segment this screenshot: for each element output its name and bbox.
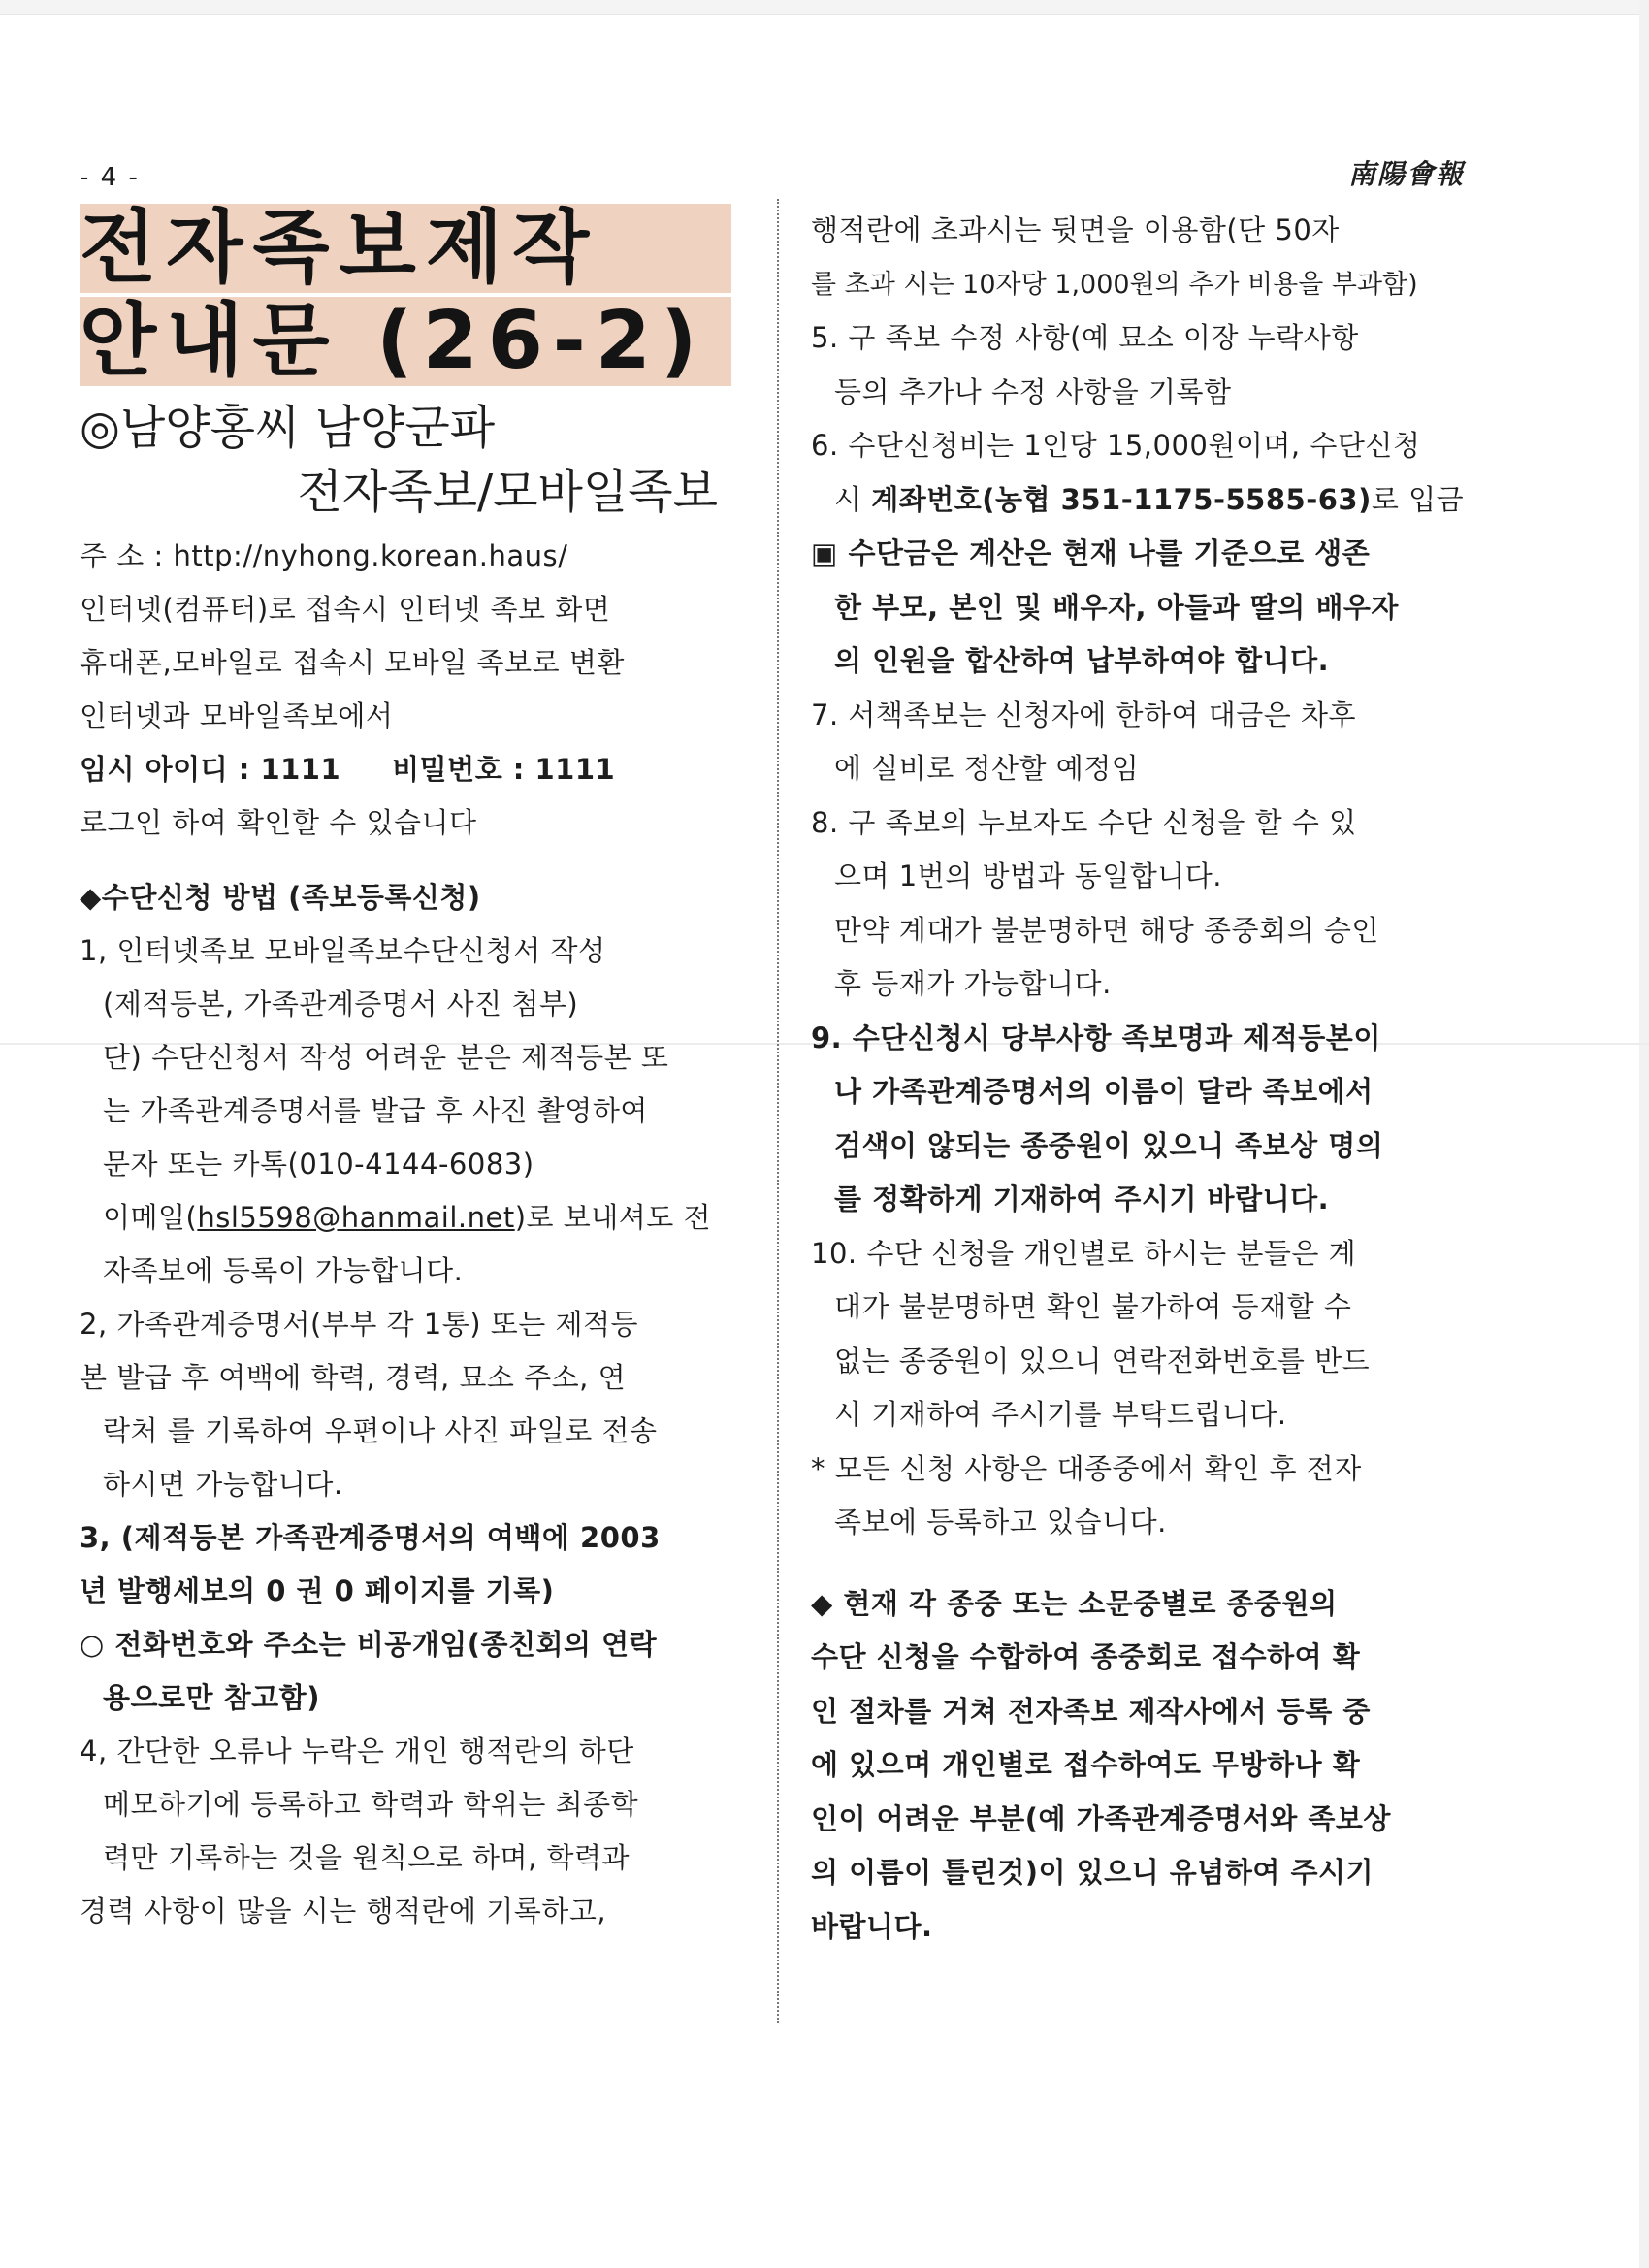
item-10-line: 10. 수단 신청을 개인별로 하시는 분들은 계 (811, 1236, 1357, 1270)
item-4-continued-line: 행적란에 초과시는 뒷면을 이용함(단 50자 (811, 213, 1340, 246)
phone-note-line: 용으로만 참고함) (103, 1681, 320, 1714)
closing-notice-line: 수단 신청을 수합하여 종중회로 접수하여 확 (811, 1640, 1361, 1673)
email-suffix: )로 보내셔도 전 (514, 1201, 712, 1234)
item-9-line: 검색이 않되는 종중원이 있으니 족보상 명의 (834, 1128, 1384, 1162)
method-heading: ◆수단신청 방법 (족보등록신청) (80, 881, 481, 914)
item-1-line: 는 가족관계증명서를 발급 후 사진 촬영하여 (103, 1094, 648, 1127)
item-10-line: 시 기재하여 주시기를 부탁드립니다. (834, 1398, 1287, 1431)
closing-notice-line: 의 이름이 틀린것)이 있으니 유념하여 주시기 (811, 1856, 1374, 1889)
login-credentials: 임시 아이디 : 1111 비밀번호 : 1111 (80, 753, 616, 786)
paper-edge-top (0, 0, 1649, 15)
item-1-line: 문자 또는 카톡(010-4144-6083) (103, 1148, 534, 1181)
star-note-line: * 모든 신청 사항은 대종중에서 확인 후 전자 (811, 1451, 1362, 1485)
star-note-line: 족보에 등록하고 있습니다. (834, 1506, 1167, 1539)
item-7-line: 7. 서책족보는 신청자에 한하여 대금은 차후 (811, 697, 1356, 731)
item-8-line: 만약 계대가 불분명하면 해당 종중회의 승인 (834, 913, 1379, 947)
address-line[interactable]: 주 소 : http://nyhong.korean.haus/ (80, 539, 568, 572)
item-3-line: 3, (제적등본 가족관계증명서의 여백에 2003 (80, 1521, 661, 1554)
email-prefix: 이메일( (103, 1201, 198, 1234)
item-8-line: 8. 구 족보의 누보자도 수단 신청을 할 수 있 (811, 805, 1357, 839)
subtitle-line-2: 전자족보/모바일족보 (297, 465, 718, 519)
bank-account: 계좌번호(농협 351-1175-5585-63) (871, 482, 1372, 516)
item-9-line: 9. 수단신청시 당부사항 족보명과 제적등본이 (811, 1021, 1381, 1054)
column-divider (777, 199, 779, 2023)
item-4-line: 력만 기록하는 것을 원칙으로 하며, 학력과 (103, 1841, 630, 1874)
bank-account-line (811, 473, 1471, 528)
item-9-line: 나 가족관계증명서의 이름이 달라 족보에서 (834, 1075, 1374, 1108)
login-note: 로그인 하여 확인할 수 있습니다 (80, 806, 477, 839)
item-9-line: 를 정확하게 기재하여 주시기 바랍니다. (834, 1183, 1330, 1215)
intro-line: 인터넷과 모바일족보에서 (80, 699, 394, 732)
item-1-line: (제적등본, 가족관계증명서 사진 첨부) (103, 988, 579, 1021)
item-6-suffix: 로 입금 (1371, 482, 1465, 516)
closing-notice-line: 에 있으며 개인별로 접수하여도 무방하나 확 (811, 1748, 1361, 1781)
item-8-line: 으며 1번의 방법과 동일합니다. (834, 859, 1222, 892)
closing-notice-line: 인이 어려운 부분(예 가족관계증명서와 족보상 (811, 1801, 1391, 1835)
item-2-line: 락처 를 기록하여 우편이나 사진 파일로 전송 (103, 1414, 658, 1447)
intro-line: 휴대폰,모바일로 접속시 모바일 족보로 변환 (80, 646, 625, 679)
closing-notice-line: ◆ 현재 각 종중 또는 소문중별로 종중원의 (811, 1586, 1338, 1620)
subtitle-line-1: ◎남양홍씨 남양군파 (80, 401, 496, 455)
closing-notice-line: 인 절차를 거쳐 전자족보 제작사에서 등록 중 (811, 1694, 1371, 1728)
item-4-line: 4, 간단한 오류나 누락은 개인 행적란의 하단 (80, 1734, 634, 1767)
title-line-2: 안내문 (26-2) (80, 297, 731, 386)
fee-note-line: 의 인원을 합산하여 납부하여야 합니다. (834, 644, 1330, 677)
item-6-line: 6. 수단신청비는 1인당 15,000원이며, 수단신청 (811, 429, 1421, 462)
left-column (80, 204, 739, 1938)
closing-notice-line: 바랍니다. (811, 1909, 933, 1943)
item-6-prefix: 시 (834, 482, 872, 516)
item-1-line: 단) 수단신청서 작성 어려운 분은 제적등본 또 (103, 1041, 669, 1074)
page-number: - 4 - (80, 163, 140, 192)
item-4-continued-line: 를 초과 시는 10자당 1,000원의 추가 비용을 부과함) (811, 269, 1418, 300)
item-5-line: 5. 구 족보 수정 사항(예 묘소 이장 누락사항 (811, 321, 1359, 354)
email-line (80, 1191, 739, 1245)
item-4-line: 경력 사항이 많을 시는 행적란에 기록하고, (80, 1895, 607, 1928)
item-5-line: 등의 추가나 수정 사항을 기록함 (834, 374, 1232, 408)
item-3-line: 년 발행세보의 0 권 0 페이지를 기록) (80, 1574, 555, 1607)
item-1-line: 1, 인터넷족보 모바일족보수단신청서 작성 (80, 934, 606, 967)
phone-note-line: ○ 전화번호와 주소는 비공개임(종친회의 연락 (80, 1628, 658, 1661)
fee-note-line: ▣ 수단금은 계산은 현재 나를 기준으로 생존 (811, 536, 1371, 569)
email-link[interactable]: hsl5598@hanmail.net (197, 1201, 515, 1234)
item-2-line: 하시면 가능합니다. (103, 1468, 343, 1501)
fee-note-line: 한 부모, 본인 및 배우자, 아들과 딸의 배우자 (834, 590, 1399, 624)
item-10-line: 없는 종중원이 있으니 연락전화번호를 반드 (834, 1344, 1371, 1377)
item-7-line: 에 실비로 정산할 예정임 (834, 752, 1140, 785)
item-1-line: 자족보에 등록이 가능합니다. (103, 1254, 464, 1287)
item-10-line: 대가 불분명하면 확인 불가하여 등재할 수 (834, 1290, 1352, 1323)
paper-edge-right (1639, 0, 1649, 2268)
item-2-line: 본 발급 후 여백에 학력, 경력, 묘소 주소, 연 (80, 1361, 627, 1394)
title-line-1: 전자족보제작 (80, 204, 731, 293)
intro-line: 인터넷(컴퓨터)로 접속시 인터넷 족보 화면 (80, 593, 611, 626)
masthead: 南陽會報 (1347, 158, 1465, 190)
item-2-line: 2, 가족관계증명서(부부 각 1통) 또는 제적등 (80, 1308, 639, 1341)
item-8-line: 후 등재가 가능합니다. (834, 967, 1112, 1000)
item-4-line: 메모하기에 등록하고 학력과 학위는 최종학 (103, 1788, 639, 1821)
right-column (811, 204, 1471, 1954)
